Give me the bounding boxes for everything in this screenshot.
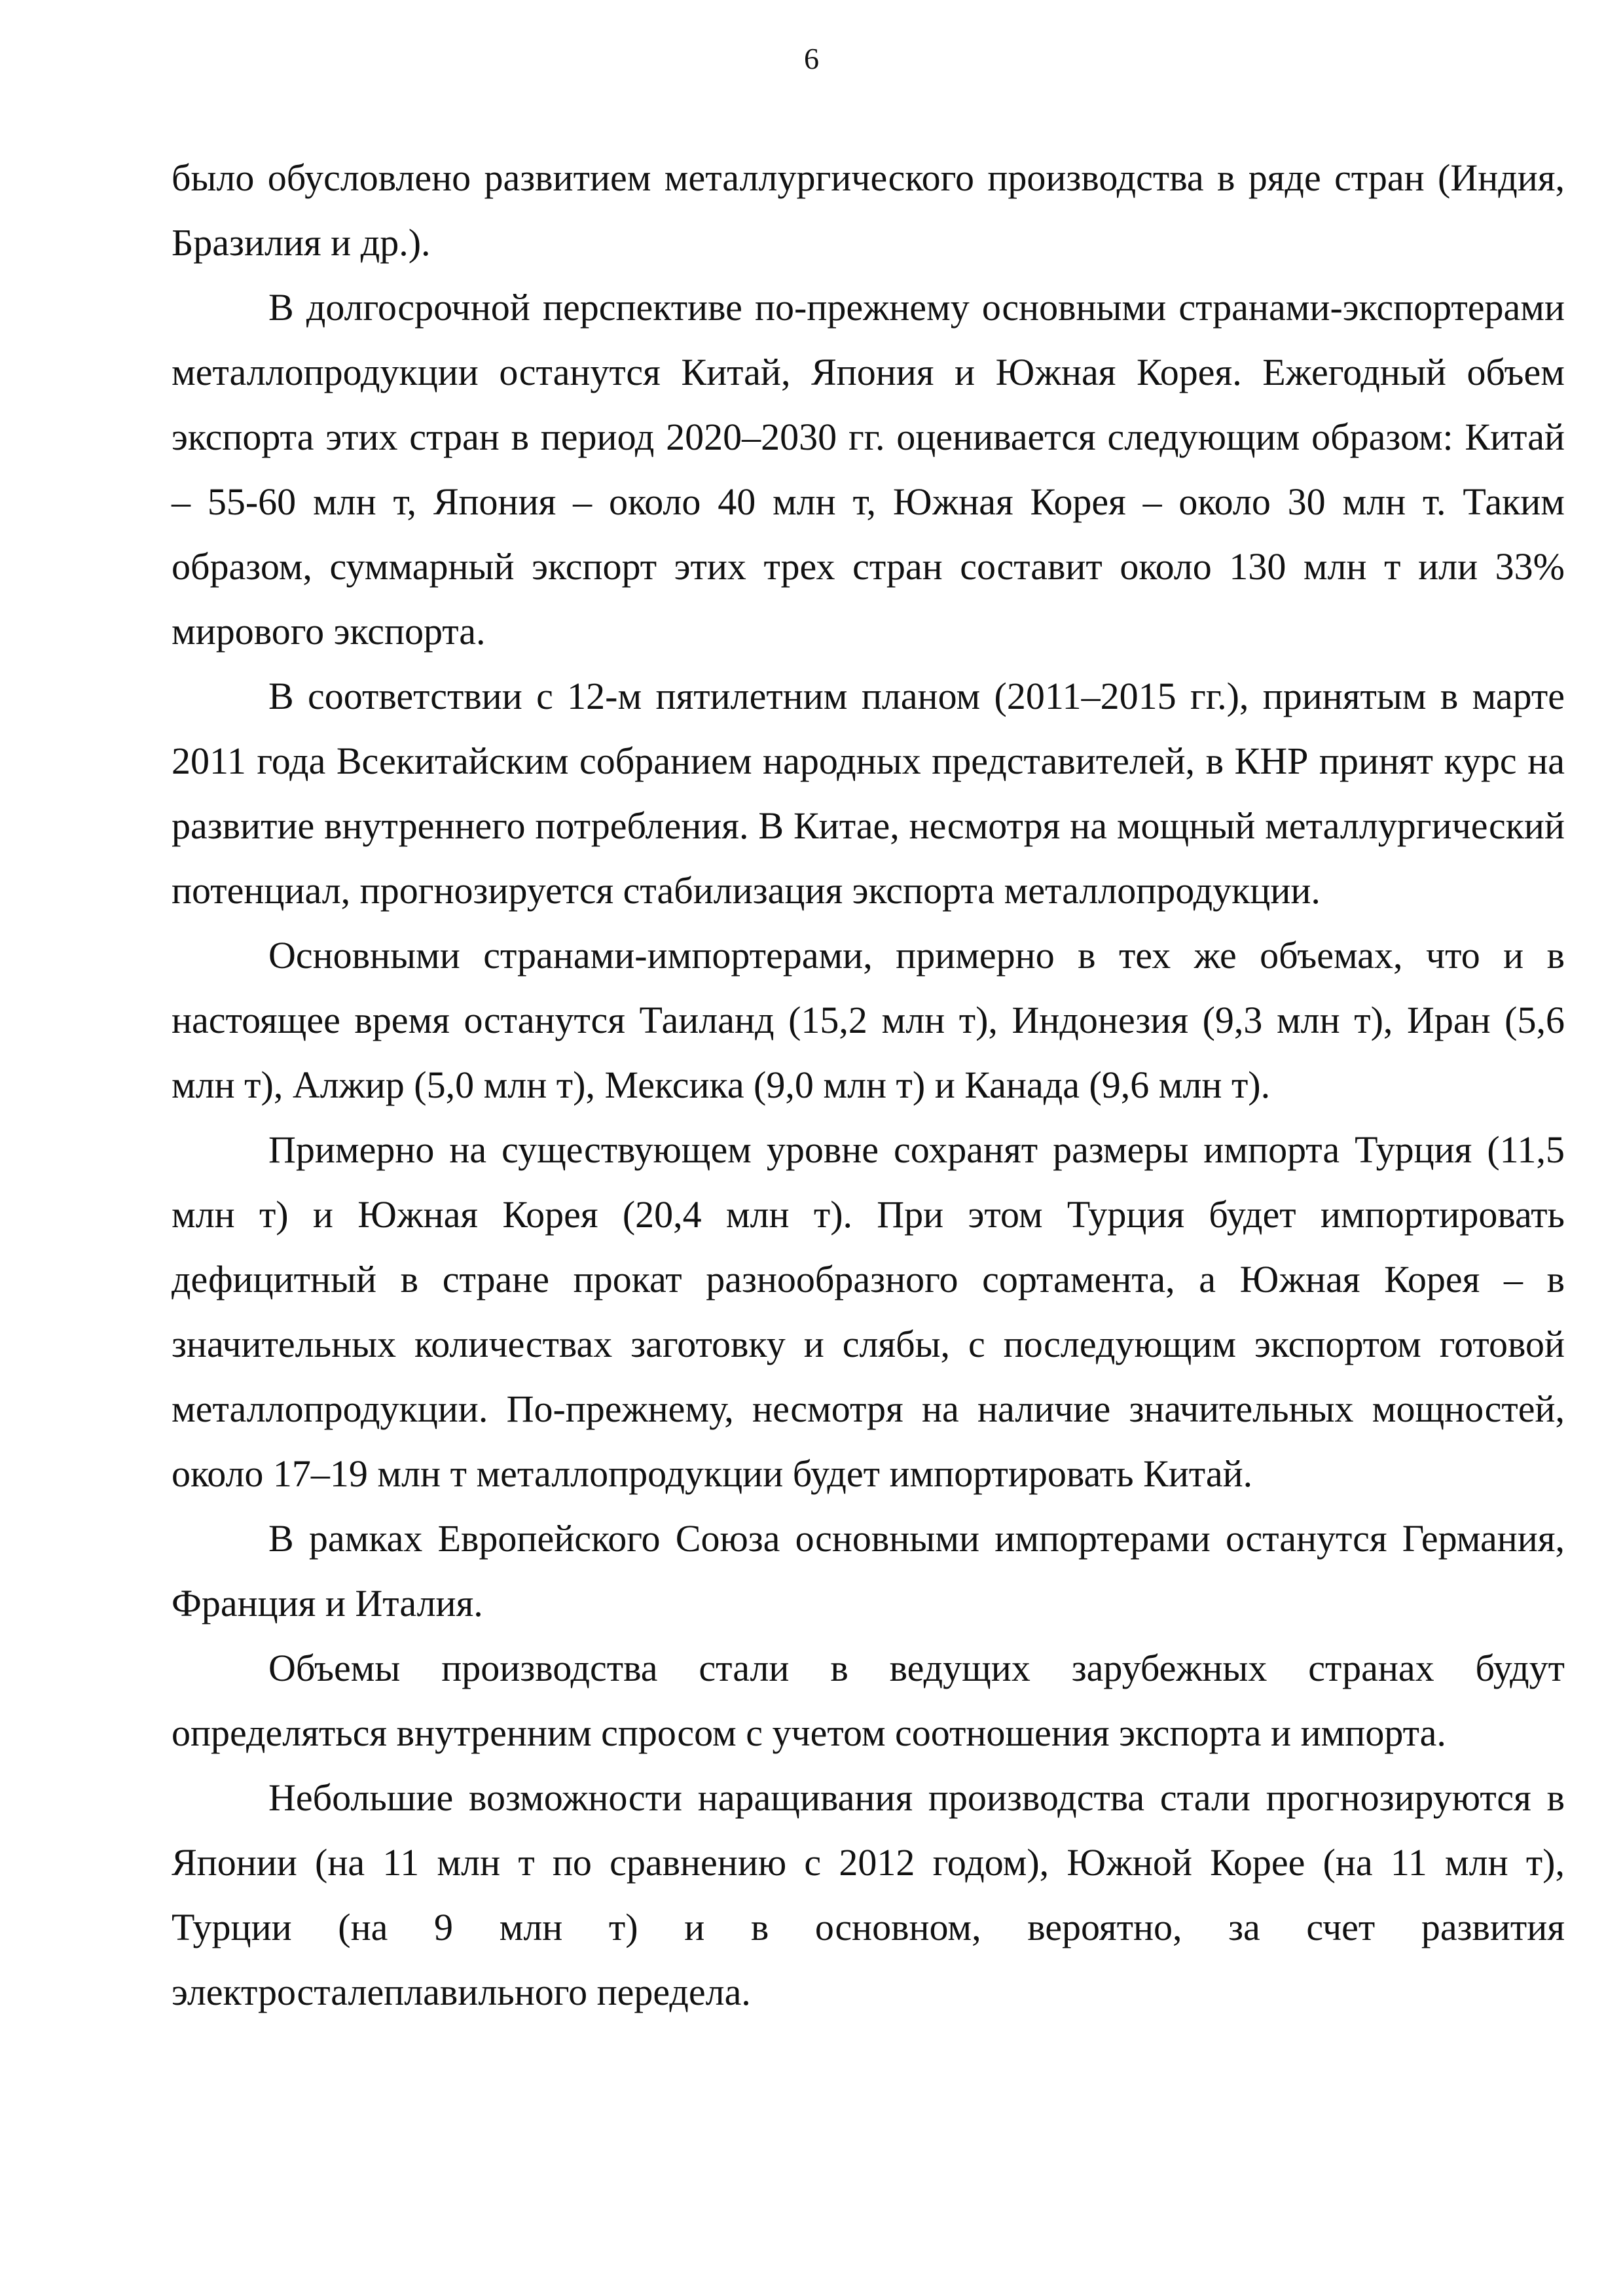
paragraph-continuation: было обусловлено развитием металлургического производства в ряде стран (Индия, Бразилия и др.). — [172, 156, 1565, 264]
paragraph-importers: Основными странами-импортерами, примерно в тех же объемах, что и в настоящее время останутся Таиланд (15,2 млн т), Индонезия (9,3 млн т), Иран (5,6 млн т), Алжир (5,0 млн т), Мексика (9,0 млн т) и Канада (9,6 млн т). — [172, 934, 1565, 1106]
paragraph-production-volumes: Объемы производства стали в ведущих зарубежных странах будут определяться внутренним спросом с учетом соотношения экспорта и импорта. — [172, 1647, 1565, 1754]
paragraph-production-growth: Небольшие возможности наращивания производства стали прогнозируются в Японии (на 11 млн т по сравнению с 2012 годом), Южной Корее (на 11 млн т), Турции (на 9 млн т) и в основном, вероятно, за счет развития электросталеплавильного передела. — [172, 1776, 1565, 2013]
page-number: 6 — [804, 42, 819, 75]
paragraph-eu-importers: В рамках Европейского Союза основными импортерами останутся Германия, Франция и Италия. — [172, 1517, 1565, 1624]
paragraph-china-plan: В соответствии с 12-м пятилетним планом (2011–2015 гг.), принятым в марте 2011 года Всекитайским собранием народных представителей, в КНР принят курс на развитие внутреннего потребления. В Китае, несмотря на мощный металлургический потенциал, прогнозируется стабилизация экспорта металлопродукции. — [172, 675, 1565, 912]
body-text — [172, 145, 1565, 2024]
paragraph-export-forecast: В долгосрочной перспективе по-прежнему основными странами-экспортерами металлопродукции останутся Китай, Япония и Южная Корея. Ежегодный объем экспорта этих стран в период 2020–2030 гг. оценивается следующим образом: Китай – 55-60 млн т, Япония – около 40 млн т, Южная Корея – около 30 млн т. Таким образом, суммарный экспорт этих трех стран составит около 130 млн т или 33% мирового экспорта. — [172, 286, 1565, 653]
paragraph-import-levels: Примерно на существующем уровне сохранят размеры импорта Турция (11,5 млн т) и Южная Корея (20,4 млн т). При этом Турция будет импортировать дефицитный в стране прокат разнообразного сортамента, а Южная Корея – в значительных количествах заготовку и слябы, с последующим экспортом готовой металлопродукции. По-прежнему, несмотря на наличие значительных мощностей, около 17–19 млн т металлопродукции будет импортировать Китай. — [172, 1128, 1565, 1495]
